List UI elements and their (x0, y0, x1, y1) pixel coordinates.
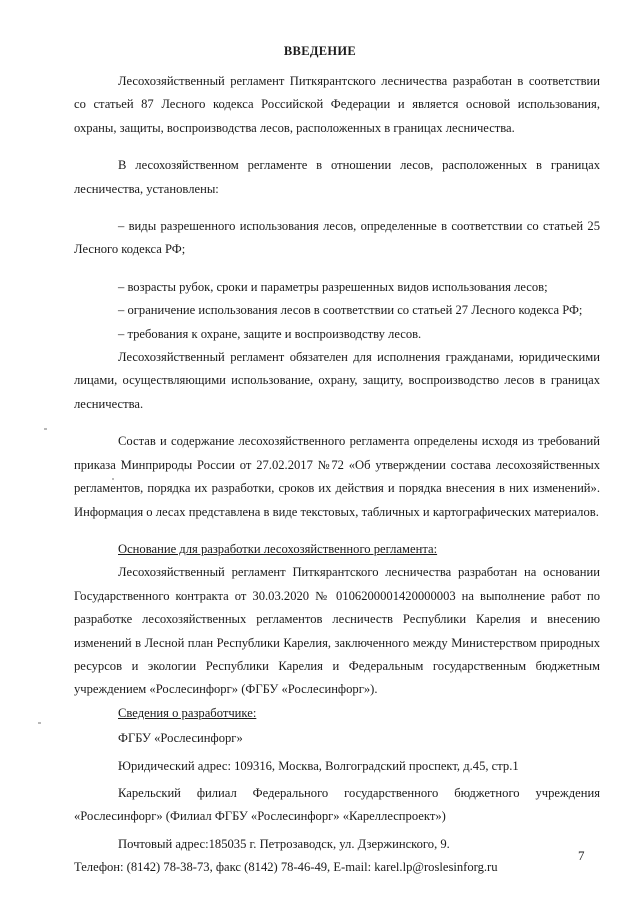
bullet-cutting-ages: – возрасты рубок, сроки и параметры разрешенных видов использования лесов; (118, 279, 548, 294)
developer-name: ФГБУ «Рослесинфорг» (118, 731, 243, 746)
paragraph-gap (74, 416, 600, 430)
developer-postal-address: Почтовый адрес:185035 г. Петрозаводск, ул. Дзержинского, 9. (118, 836, 450, 851)
heading-basis (74, 538, 600, 561)
paragraph-obligatory: Лесохозяйственный регламент обязателен для исполнения гражданами, юридическими лицами, осуществляющими использование, охрану, защиту, воспроизводство лесов в границах лесничества. (74, 350, 600, 411)
paragraph-gap (74, 201, 600, 215)
developer-legal-address: Юридический адрес: 109316, Москва, Волгоградский проспект, д.45, стр.1 (118, 758, 519, 773)
paragraph-gap (74, 140, 600, 154)
paragraph-gap (74, 262, 600, 276)
heading-basis-text: Основание для разработки лесохозяйственного регламента: (118, 541, 438, 556)
scan-speck (38, 722, 41, 724)
developer-branch: Карельский филиал Федерального государственного бюджетного учреждения «Рослесинфорг» (Филиал ФГБУ «Рослесинфорг» «Кареллеспроект») (74, 785, 600, 824)
scan-speck (112, 478, 114, 480)
paragraph-established: В лесохозяйственном регламенте в отношении лесов, расположенных в границах лесничества, установлены: (74, 158, 600, 196)
heading-developer (74, 702, 600, 725)
document-body (74, 70, 600, 880)
bullet-restrictions: – ограничение использования лесов в соответствии со статьей 27 Лесного кодекса РФ; (118, 303, 583, 318)
paragraph-composition: Состав и содержание лесохозяйственного регламента определены исходя из требований приказа Минприроды России от 27.02.2017 №72 «Об утверждении состава лесохозяйственных регламентов, порядка их разработки, сроков их действия и порядка внесения в них изменений». Информация о лесах представлена в виде текстовых, табличных и картографических материалов. (74, 434, 600, 519)
paragraph-intro: Лесохозяйственный регламент Питкярантского лесничества разработан в соответствии со статьей 87 Лесного кодекса Российской Федерации и является основой использования, охраны, защиты, воспроизводства лесов, расположенных в границах лесничества. (74, 74, 600, 135)
bullet-protection: – требования к охране, защите и воспроизводству лесов. (118, 326, 422, 341)
developer-contacts: Телефон: (8142) 78-38-73, факс (8142) 78-46-49, E-mail: karel.lp@roslesinforg.ru (74, 860, 498, 875)
scan-speck (44, 428, 47, 430)
heading-developer-text: Сведения о разработчике: (118, 705, 257, 720)
page-number: 7 (578, 848, 585, 863)
paragraph-gap (74, 524, 600, 538)
bullet-usage-types: – виды разрешенного использования лесов, определенные в соответствии со статьей 25 Лесного кодекса РФ; (74, 219, 600, 257)
page-title: ВВЕДЕНИЕ (283, 44, 357, 58)
paragraph-contract: Лесохозяйственный регламент Питкярантского лесничества разработан на основании Государственного контракта от 30.03.2020 № 0106200001420000003 на выполнение работ по разработке лесохозяйственных регламентов лесничеств Республики Карелия и внесению изменений в Лесной план Республики Карелия, заключенного между Министерством природных ресурсов и экологии Республики Карелия и Федеральным государственным бюджетным учреждением «Рослесинфорг» (ФГБУ «Рослесинфорг»). (74, 565, 600, 697)
